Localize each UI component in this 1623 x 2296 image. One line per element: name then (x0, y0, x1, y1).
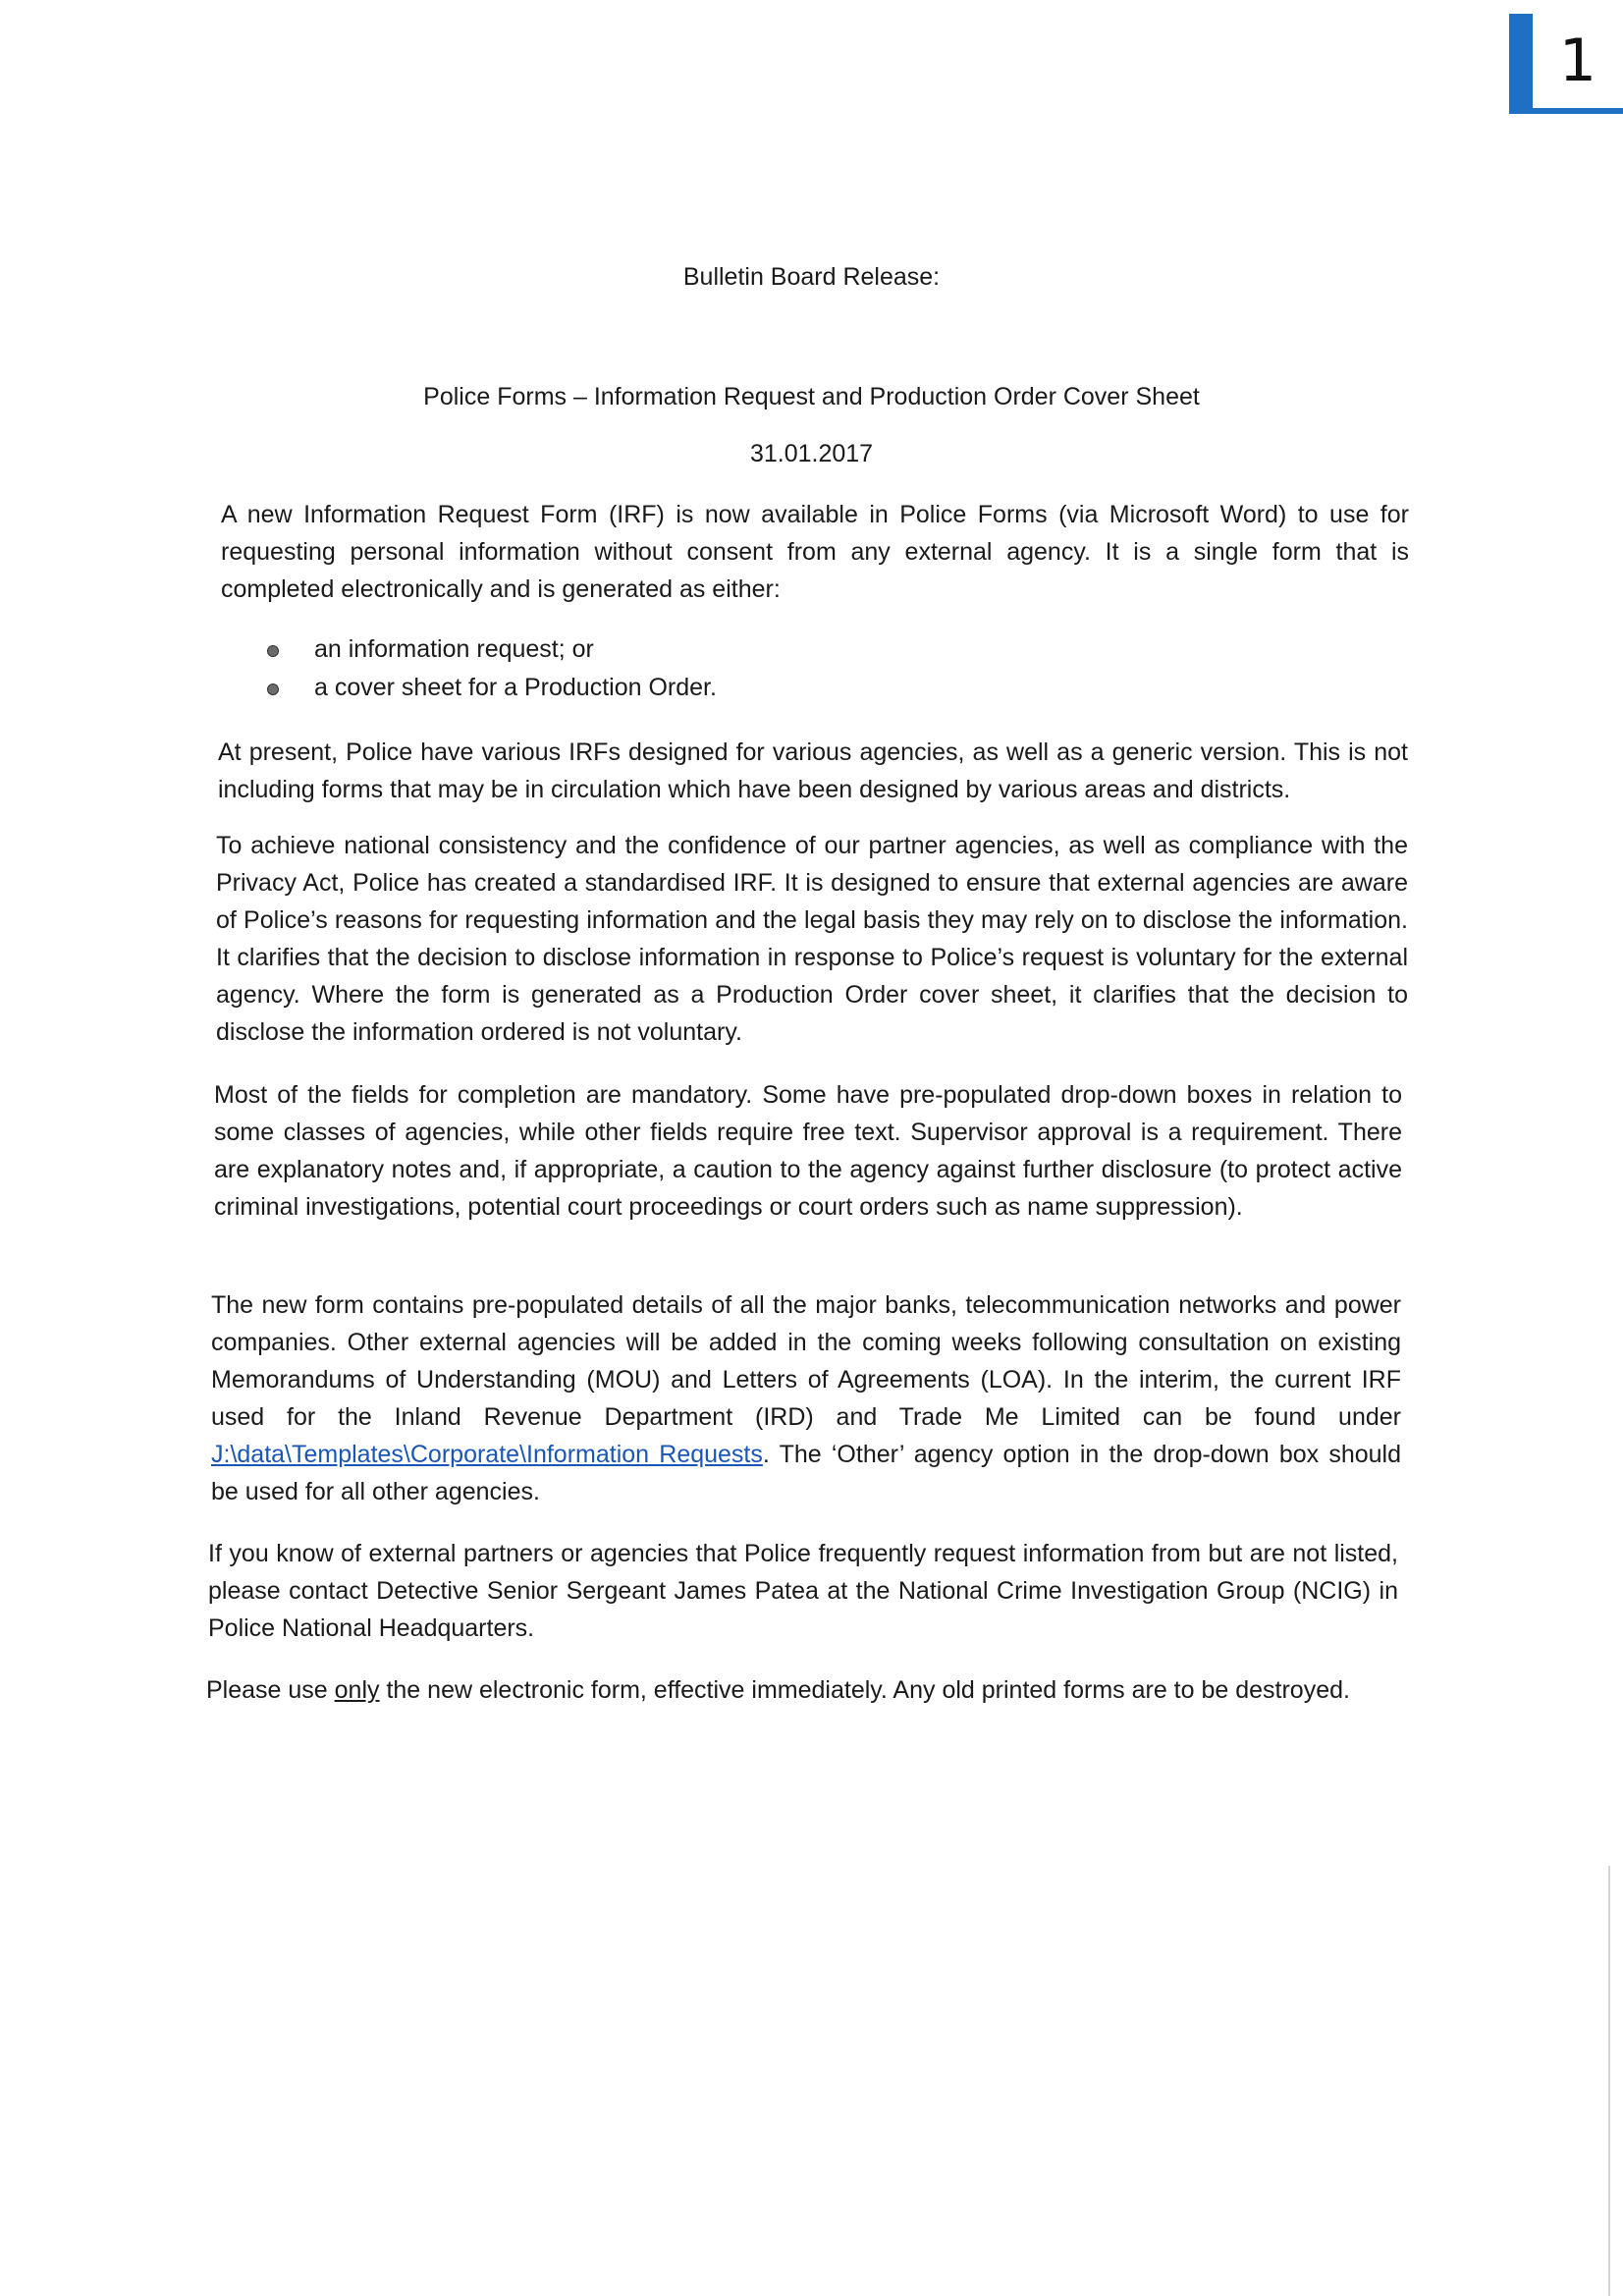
fields-paragraph: Most of the fields for completion are mandatory. Some have pre-populated drop-down boxes in relation to some classes of agencies, while other fields require free text. Supervisor approval is a requirement. There are explanatory notes and, if appropriate, a caution to the agency against further disclosure (to protect active criminal investigations, potential court proceedings or court orders such as name suppression). (214, 1081, 1402, 1221)
release-title: Bulletin Board Release: (682, 263, 941, 291)
agencies-paragraph (211, 1286, 1401, 1510)
release-date: 31.01.2017 (749, 440, 874, 467)
scan-edge-line (1608, 1866, 1610, 2296)
instruction-text-before: Please use (206, 1676, 335, 1704)
instruction-emphasis: only (334, 1676, 380, 1704)
intro-paragraph: A new Information Request Form (IRF) is now available in Police Forms (via Microsoft Word) to use for requesting personal information without consent from any external agency. It is a single form that is completed electronically and is generated as either: (221, 501, 1409, 603)
document-subject: Police Forms – Information Request and Production Order Cover Sheet (423, 383, 1200, 410)
instruction-text-after: the new electronic form, effective immediately. Any old printed forms are to be destroyed. (379, 1676, 1350, 1704)
list-item (263, 669, 717, 707)
templates-path-link[interactable]: J:\data\Templates\Corporate\Information Requests (211, 1441, 763, 1468)
list-item-text: a cover sheet for a Production Order. (314, 674, 717, 701)
list-item (263, 630, 717, 669)
present-situation-paragraph: At present, Police have various IRFs designed for various agencies, as well as a generic version. This is not including forms that may be in circulation which have been designed by various areas and districts. (218, 738, 1408, 803)
page-number-tab (1509, 14, 1623, 114)
agencies-text-before: The new form contains pre-populated details of all the major banks, telecommunication networks and power companies. Other external agencies will be added in the coming weeks following consultation on existing Memorandums of Understanding (MOU) and Letters of Agreements (LOA). In the interim, the current IRF used for the Inland Revenue Department (IRD) and Trade Me Limited can be found under (211, 1291, 1401, 1431)
bullet-icon (267, 683, 279, 695)
consistency-paragraph: To achieve national consistency and the confidence of our partner agencies, as well as compliance with the Privacy Act, Police has created a standardised IRF. It is designed to ensure that external agencies are aware of Police’s reasons for requesting information and the legal basis they may rely on to disclose the information. It clarifies that the decision to disclose information in response to Police’s request is voluntary for the external agency. Where the form is generated as a Production Order cover sheet, it clarifies that the decision to disclose the information ordered is not voluntary. (216, 832, 1408, 1046)
bullet-icon (267, 645, 279, 657)
page-number: 1 (1533, 14, 1623, 108)
form-type-list (263, 630, 717, 707)
instruction-paragraph (206, 1671, 1375, 1709)
list-item-text: an information request; or (314, 635, 594, 663)
contact-paragraph: If you know of external partners or agencies that Police frequently request information from but are not listed, please contact Detective Senior Sergeant James Patea at the National Crime Investigation Group (NCIG) in Police National Headquarters. (208, 1540, 1398, 1642)
agencies-text-after: . The ‘Other’ agency option in the drop-down box should be used for all other agencies. (211, 1441, 1402, 1505)
